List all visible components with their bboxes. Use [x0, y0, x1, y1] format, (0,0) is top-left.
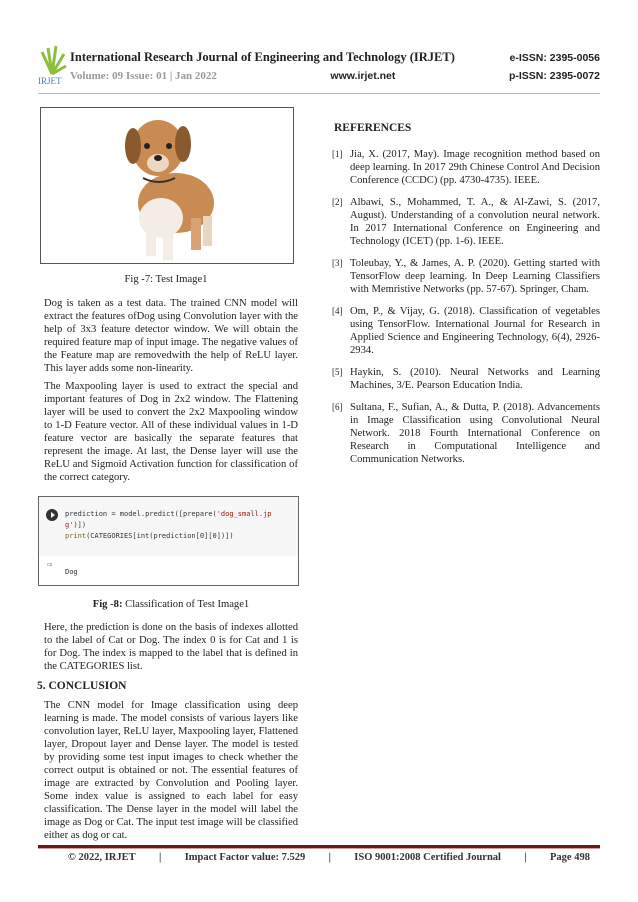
- svg-text:IRJET: IRJET: [38, 76, 62, 86]
- reference-item: [3] Toleubay, Y., & James, A. P. (2020). Getting started with TensorFlow deep learning. In Deep Learning Classifiers with Memristive Networks (pp. 57-67). Springer, Cham.: [332, 258, 600, 295]
- code-line-1: prediction = model.predict([prepare('dog_small.jpg')]): [65, 510, 272, 529]
- code-cell-screenshot: [38, 496, 299, 586]
- footer-sep: |: [159, 852, 162, 863]
- fig7-caption: Fig -7: Test Image1: [124, 274, 208, 285]
- dog-illustration: [41, 108, 293, 263]
- pissn: p-ISSN: 2395-0072: [508, 70, 600, 82]
- code-input-area: [39, 497, 298, 556]
- volume-issue: Volume: 09 Issue: 01 | Jan 2022: [70, 70, 217, 82]
- header-top-row: [70, 50, 600, 65]
- footer-sep: |: [328, 852, 331, 863]
- reference-item: [5] Haykin, S. (2010). Neural Networks and Learning Machines, 3/E. Pearson Education India.: [332, 367, 600, 391]
- irjet-logo: [38, 44, 68, 86]
- footer-row: [68, 852, 590, 863]
- reference-item: [4] Om, P., & Vijay, G. (2018). Classification of vegetables using TensorFlow. International Journal for Research in Applied Science and Engineering Technology, 6(4), 2926-2934.: [332, 306, 600, 356]
- output-icon: ⇨: [47, 560, 53, 570]
- run-cell-icon[interactable]: [46, 509, 58, 521]
- code-line-2: print(CATEGORIES[int(prediction[0][0])]): [65, 532, 234, 540]
- footer-iso: ISO 9001:2008 Certified Journal: [354, 852, 501, 863]
- paragraph-conclusion: The CNN model for Image classification using deep learning is made. The model consists of various layers like convolution layer, ReLU layer, Maxpooling layer, Flattened layer, Dropout layer and Dense layer. The model is tested by providing some test input images to check whether the correct output is obtained or not. The essential features of image are extracted by Convolution and Pooling layer. Some index value is assigned to each label for easy classification. The Dense layer in the model will label the image as Dog or Cat. The input test image will be classified either as dog or cat.: [44, 700, 298, 841]
- reference-item: [2] Albawi, S., Mohammed, T. A., & Al-Zawi, S. (2017, August). Understanding of a convolution neural network. In 2017 International Conference on Engineering and Technology (ICET) (pp. 1-6). IEEE.: [332, 197, 600, 247]
- fig8-caption: Fig -8: Classification of Test Image1: [92, 599, 250, 610]
- reference-item: [1] Jia, X. (2017, May). Image recognition method based on deep learning. In 2017 29th Chinese Control And Decision Conference (CCDC) (pp. 4730-4735). IEEE.: [332, 149, 600, 186]
- paragraph-test-data: Dog is taken as a test data. The trained CNN model will extract the features ofDog using Convolution layer with the help of 3x3 feature detector window. We will obtain the required feature map of input image. The negative values of the Feature map are removedwith the help of ReLU layer. This layer adds some non-linearity.: [44, 298, 298, 374]
- header-divider: [38, 93, 600, 94]
- footer-impact-factor: Impact Factor value: 7.529: [184, 852, 306, 863]
- code-output-area: [39, 556, 298, 585]
- conclusion-heading: 5. CONCLUSION: [37, 680, 127, 692]
- code-output: Dog: [65, 568, 78, 576]
- footer-copyright: © 2022, IRJET: [68, 852, 136, 863]
- eissn: e-ISSN: 2395-0056: [509, 52, 600, 64]
- references-heading: REFERENCES: [334, 122, 412, 134]
- paragraph-prediction: Here, the prediction is done on the basis of indexes allotted to the label of Cat or Dog. The index 0 is for Cat and 1 is for Dog. The index is mapped to the label that is defined in the CATEGORIES list.: [44, 622, 298, 672]
- test-image-dog: [40, 107, 294, 264]
- paragraph-maxpooling: The Maxpooling layer is used to extract the special and important features of Dog in 2x2 window. The Flattening layer will be used to convert the 2x2 Maxpooling window to 1-D Feature vector. All of these individual values in 1-D feature vector are basically the separate features that represent the image. At last, the Dense layer will use the ReLU and Sigmoid Activation function for classification of the correct category.: [44, 381, 298, 483]
- reference-item: [6] Sultana, F., Sufian, A., & Dutta, P. (2018). Advancements in Image Classification using Convolutional Neural Network. 2018 Fourth International Conference on Research in Computational Intelligence and Communication Networks.: [332, 402, 600, 465]
- website-link[interactable]: www.irjet.net: [330, 70, 396, 82]
- references-column: [332, 121, 600, 466]
- footer-divider: [38, 845, 600, 849]
- left-column: [37, 107, 300, 842]
- footer-sep: |: [524, 852, 527, 863]
- header-bottom-row: [70, 70, 600, 82]
- journal-title: International Research Journal of Engineering and Technology (IRJET): [70, 50, 455, 64]
- footer-page-number: Page 498: [550, 852, 590, 863]
